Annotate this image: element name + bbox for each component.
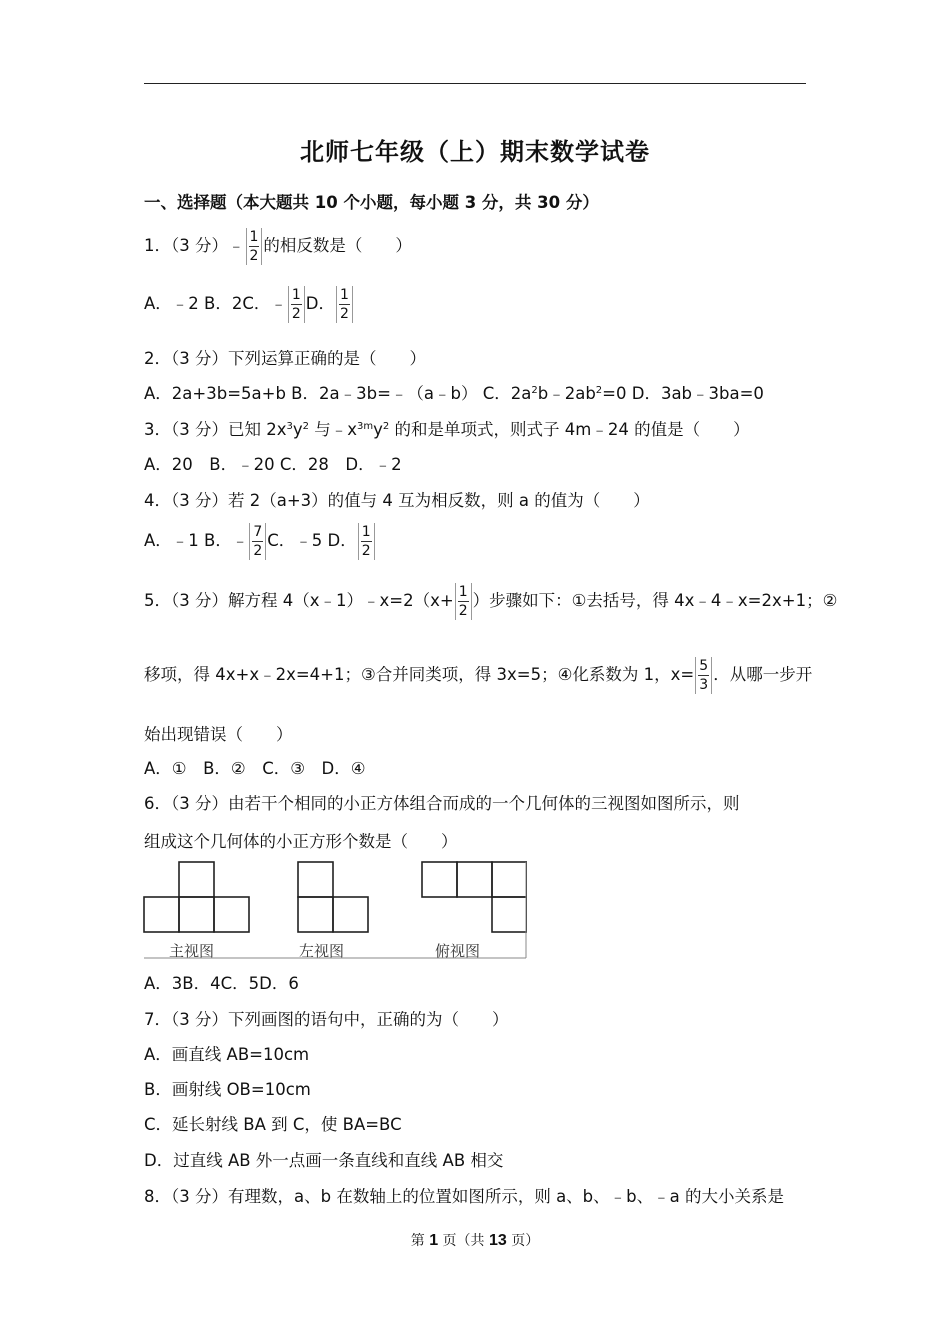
question-7-option-a: A．画直线 AB=10cm — [144, 1045, 310, 1064]
question-3: 3．（3 分）已知 $2x^3y^2$ 与$﹣x^{3m}y^2$ 的和是单项式，则式子 4m﹣24 的值是（ ） — [144, 420, 750, 439]
total-pages: 13 — [489, 1232, 507, 1249]
question-5-line-1: 5．（3 分）解方程 4（x﹣1）﹣x=2（x+ $\frac{1}{2}$ ）步骤如下：①去括号，得 4x﹣4﹣x=2x+1；② — [144, 584, 838, 619]
question-5-line-2: 移项，得 4x+x﹣2x=4+1；③合并同类项，得 3x=5；④化系数为 1，x= $\frac{5}{3}$ ．从哪一步开 — [144, 658, 813, 693]
question-7-option-d: D．过直线 AB 外一点画一条直线和直线 AB 相交 — [144, 1151, 504, 1170]
question-4: 4．（3 分）若 2（a+3）的值与 4 互为相反数，则 a 的值为（ ） — [144, 491, 650, 510]
fraction: $\frac{1}{2}$ — [246, 228, 263, 265]
fraction: $\frac{1}{2}$ — [455, 583, 472, 620]
question-1: 1．（3 分）﹣ $\frac{1}{2}$ 的相反数是（ ） — [144, 229, 412, 264]
question-5-options: A．① B．② C．③ D．④ — [144, 759, 366, 778]
page-title: 北师七年级（上）期末数学试卷 — [300, 138, 650, 166]
fraction: $\frac{1}{2}$ — [336, 286, 353, 323]
front-view — [144, 862, 249, 932]
question-6-line-2: 组成这个几何体的小正方形个数是（ ） — [144, 832, 458, 851]
question-6-options: A．3B．4C．5D．6 — [144, 974, 299, 993]
front-view-label: 主视图 — [169, 942, 215, 960]
question-1-options: A．﹣2 B．2C．﹣ $\frac{1}{2}$ D． $\frac{1}{2}$ — [144, 286, 354, 323]
question-7-option-c: C．延长射线 BA 到 C，使 BA=BC — [144, 1115, 402, 1134]
question-6-line-1: 6．（3 分）由若干个相同的小正方体组合而成的一个几何体的三视图如图所示，则 — [144, 794, 740, 813]
fraction: $\frac{7}{2}$ — [249, 523, 266, 560]
question-8: 8．（3 分）有理数，a、b 在数轴上的位置如图所示，则 a、b、﹣b、﹣a 的大小关系是 — [144, 1187, 784, 1206]
question-4-options: A．﹣1 B．﹣ $\frac{7}{2}$ C．﹣5 D． $\frac{1}{2}$ — [144, 523, 376, 560]
question-5-line-3: 始出现错误（ ） — [144, 725, 293, 744]
fraction: $\frac{5}{3}$ — [695, 657, 712, 694]
left-view-label: 左视图 — [299, 942, 345, 960]
top-rule — [144, 83, 806, 84]
question-7: 7．（3 分）下列画图的语句中，正确的为（ ） — [144, 1010, 509, 1029]
question-3-options: A．20 B．﹣20 C．28 D．﹣2 — [144, 455, 402, 474]
question-2: 2．（3 分）下列运算正确的是（ ） — [144, 349, 426, 368]
question-7-option-b: B．画射线 OB=10cm — [144, 1080, 311, 1099]
page-number: 1 — [429, 1232, 439, 1249]
question-2-options: A．2a+3b=5a+b B．2a﹣3b=﹣（a﹣b） C．$2a^2b﹣2ab^2=0$ D．3ab﹣3ba=0 — [144, 384, 764, 403]
page-footer: 第 1 页（共 13 页） — [410, 1232, 540, 1249]
top-view — [422, 862, 527, 932]
fraction: $\frac{1}{2}$ — [358, 523, 375, 560]
section-heading: 一、选择题（本大题共 10 个小题，每小题 3 分，共 30 分） — [144, 193, 599, 212]
left-view — [298, 862, 368, 932]
fraction: $\frac{1}{2}$ — [288, 286, 305, 323]
three-view-figure — [143, 858, 527, 960]
top-view-label: 俯视图 — [435, 942, 481, 960]
